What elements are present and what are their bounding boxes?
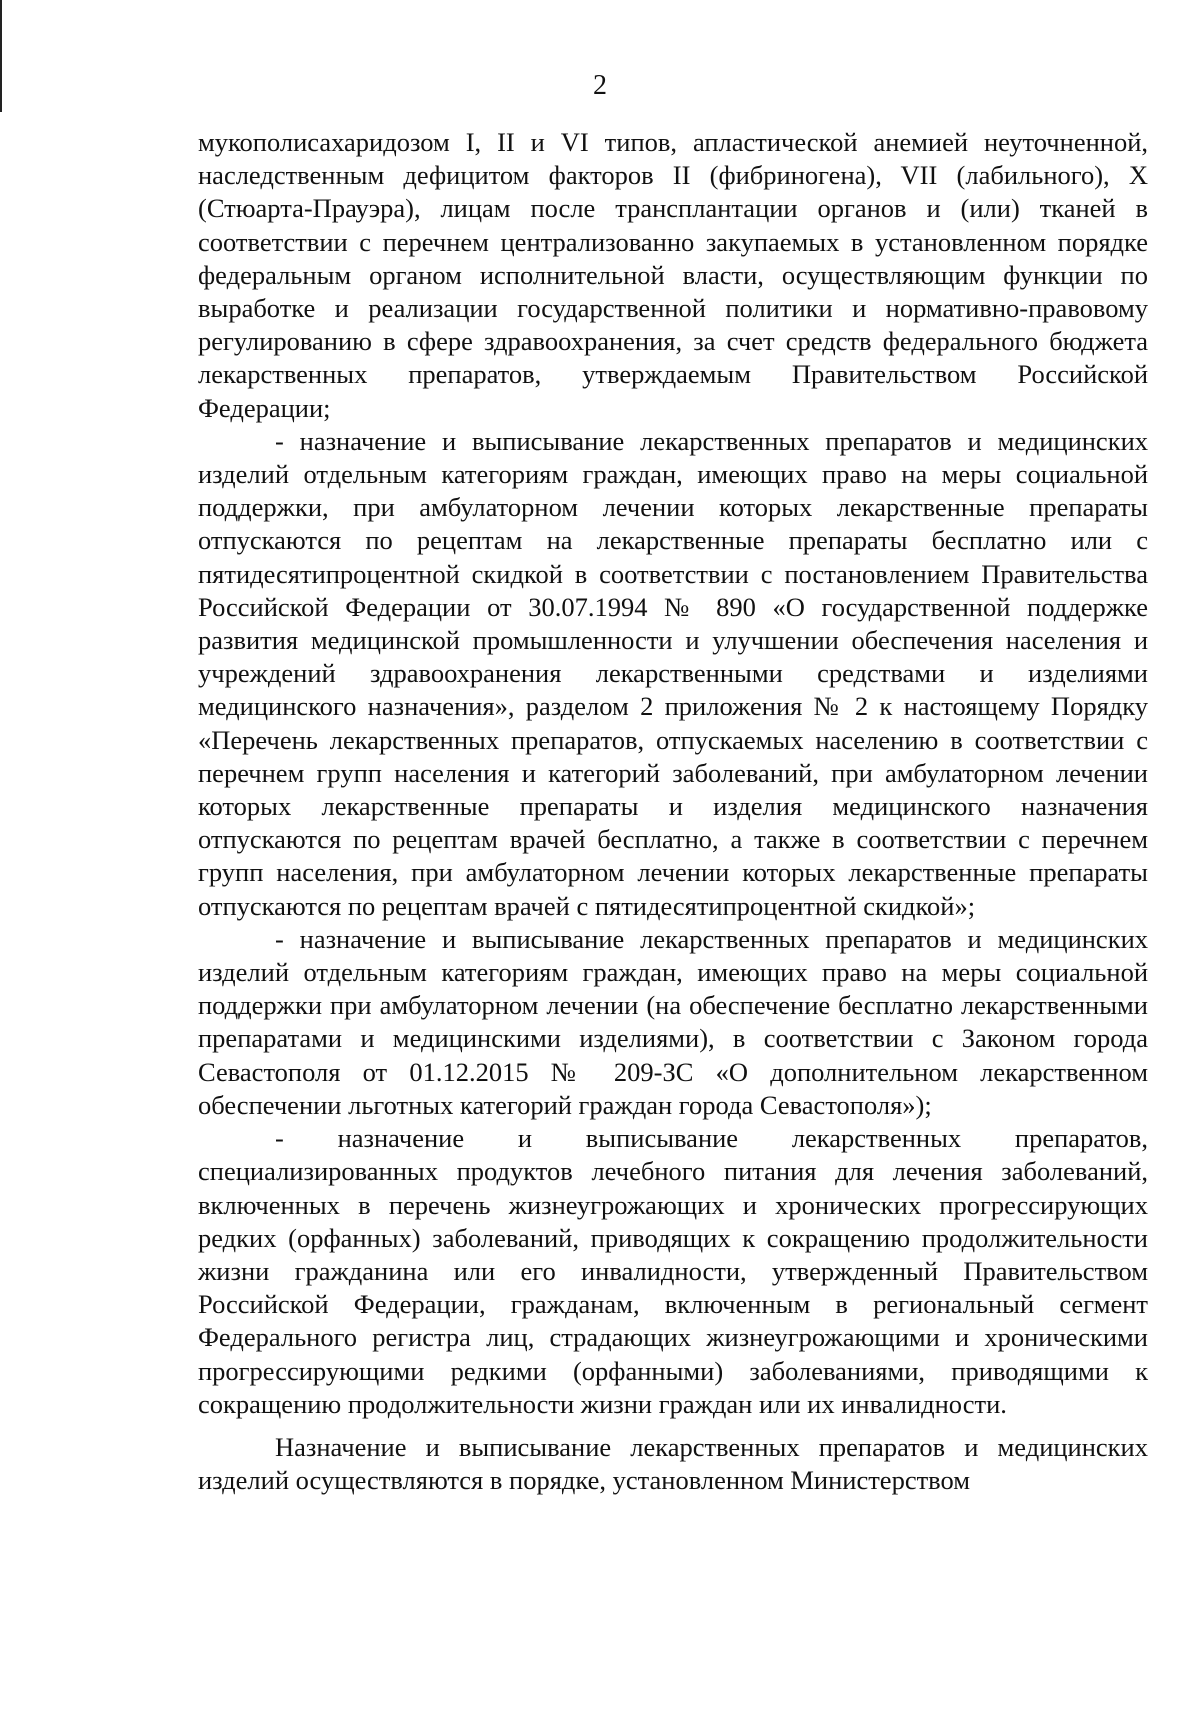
- document-body: [198, 126, 1148, 1497]
- paragraph-continuation: мукополисахаридозом I, II и VI типов, апластической анемией неуточненной, наследственным дефицитом факторов II (фибриногена), VII (лабильного), X (Стюарта-Прауэра), лицам после трансплантации органов и (или) тканей в соответствии с перечнем централизованно закупаемых в установленном порядке федеральным органом исполнительной власти, осуществляющим функции по выработке и реализации государственной политики и нормативно-правовому регулированию в сфере здравоохранения, за счет средств федерального бюджета лекарственных препаратов, утверждаемым Правительством Российской Федерации;: [198, 127, 1148, 423]
- list-item-sevastopol-law: - назначение и выписывание лекарственных препаратов и медицинских изделий отдельным категориям граждан, имеющих право на меры социальной поддержки при амбулаторном лечении (на обеспечение бесплатно лекарственными препаратами и медицинскими изделиями), в соответствии с Законом города Севастополя от 01.12.2015 № 209-ЗС «О дополнительном лекарственном обеспечении льготных категорий граждан города Севастополя»);: [198, 923, 1148, 1120]
- list-item-orphan-diseases: - назначение и выписывание лекарственных препаратов, специализированных продуктов лечебного питания для лечения заболеваний, включенных в перечень жизнеугрожающих и хронических прогрессирующих редких (орфанных) заболеваний, приводящих к сокращению продолжительности жизни гражданина или его инвалидности, утвержденный Правительством Российской Федерации, гражданам, включенным в региональный сегмент Федерального регистра лиц, страдающих жизнеугрожающими и хроническими прогрессирующими редкими (орфанными) заболеваниями, приводящими к сокращению продолжительности жизни граждан или их инвалидности.: [198, 1123, 1148, 1419]
- paragraph-procedure: Назначение и выписывание лекарственных препаратов и медицинских изделий осуществляются в порядке, установленном Министерством: [198, 1431, 1148, 1496]
- list-item-federal-benefits: - назначение и выписывание лекарственных препаратов и медицинских изделий отдельным категориям граждан, имеющих право на меры социальной поддержки, при амбулаторном лечении которых лекарственные препараты отпускаются по рецептам на лекарственные препараты бесплатно или с пятидесятипроцентной скидкой в соответствии с постановлением Правительства Российской Федерации от 30.07.1994 № 890 «О государственной поддержке развития медицинской промышленности и улучшении обеспечения населения и учреждений здравоохранения лекарственными средствами и изделиями медицинского назначения», разделом 2 приложения № 2 к настоящему Порядку «Перечень лекарственных препаратов, отпускаемых населению в соответствии с перечнем групп населения и категорий заболеваний, при амбулаторном лечении которых лекарственные препараты и изделия медицинского назначения отпускаются по рецептам врачей бесплатно, а также в соответствии с перечнем групп населения, при амбулаторном лечении которых лекарственные препараты отпускаются по рецептам врачей с пятидесятипроцентной скидкой»;: [198, 425, 1148, 921]
- page-number: 2: [593, 70, 607, 101]
